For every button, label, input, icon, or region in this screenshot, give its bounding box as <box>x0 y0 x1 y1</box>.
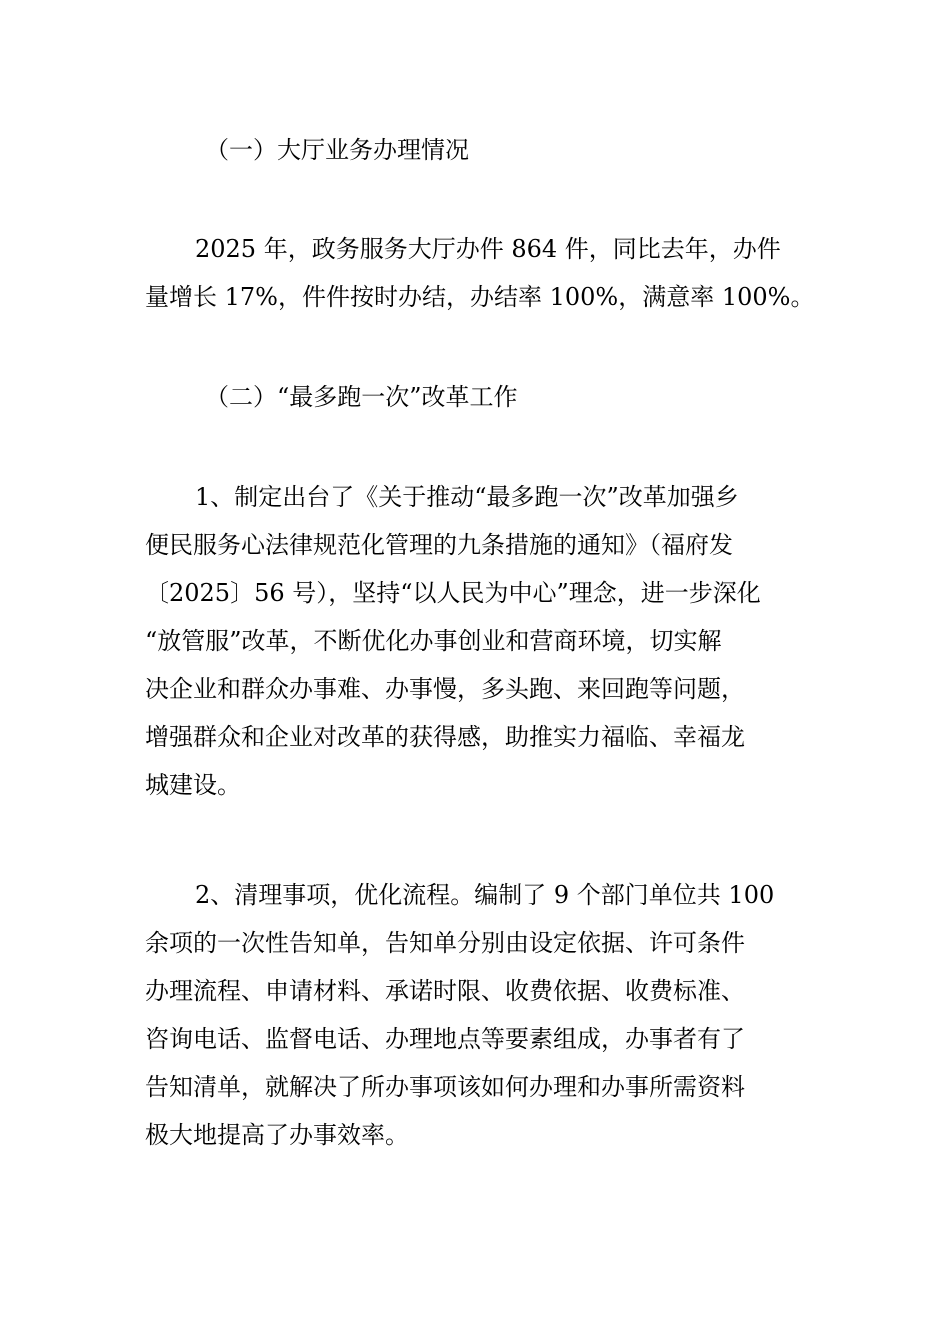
paragraph-reform-item-2 <box>145 871 810 1159</box>
paragraph-line: 咨询电话、监督电话、办理地点等要素组成，办事者有了 <box>145 1025 745 1053</box>
paragraph-line: 增强群众和企业对改革的获得感，助推实力福临、幸福龙 <box>145 723 745 751</box>
paragraph-line: 办理流程、申请材料、承诺时限、收费依据、收费标准、 <box>145 977 745 1005</box>
paragraph-line: 1、制定出台了《关于推动“最多跑一次”改革加强乡 <box>195 483 739 511</box>
paragraph-line: 城建设。 <box>145 771 241 799</box>
paragraph-line: 2025 年，政务服务大厅办件 864 件，同比去年，办件 <box>195 235 781 263</box>
section-heading-reform-work: （二）“最多跑一次”改革工作 <box>205 383 518 411</box>
paragraph-line: 量增长 17%，件件按时办结，办结率 100%，满意率 100%。 <box>145 283 815 311</box>
paragraph-line: 便民服务心法律规范化管理的九条措施的通知》（福府发 <box>145 531 733 559</box>
paragraph-line: 余项的一次性告知单，告知单分别由设定依据、许可条件 <box>145 929 745 957</box>
paragraph-line: 2、清理事项，优化流程。编制了 9 个部门单位共 100 <box>195 881 775 909</box>
paragraph-reform-item-1 <box>145 473 810 809</box>
paragraph-line: 〔2025〕56 号），坚持“以人民为中心”理念，进一步深化 <box>145 579 761 607</box>
paragraph-line: 告知清单，就解决了所办事项该如何办理和办事所需资料 <box>145 1073 745 1101</box>
paragraph-hall-statistics <box>145 225 815 321</box>
paragraph-line: “放管服”改革，不断优化办事创业和营商环境，切实解 <box>145 627 722 655</box>
section-heading-hall-business: （一）大厅业务办理情况 <box>205 136 469 164</box>
paragraph-line: 极大地提高了办事效率。 <box>145 1121 409 1149</box>
paragraph-line: 决企业和群众办事难、办事慢，多头跑、来回跑等问题， <box>145 675 745 703</box>
